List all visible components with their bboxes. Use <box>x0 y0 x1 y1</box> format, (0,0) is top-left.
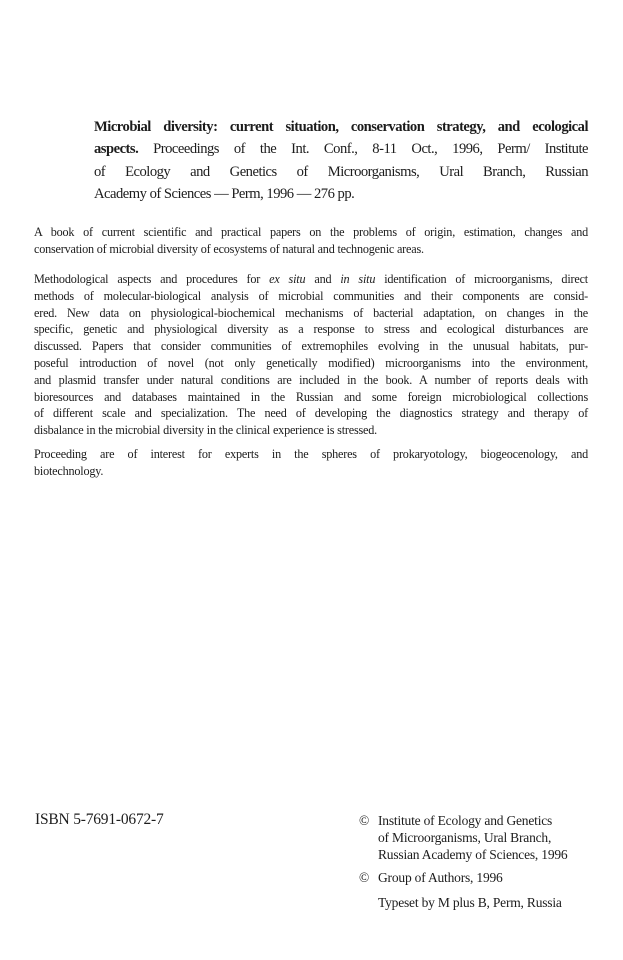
abstract-line: methods of molecular-biological analysis of microbial communities and their components are consid- <box>34 288 588 303</box>
copyright-column <box>359 812 587 911</box>
book-citation <box>94 116 588 205</box>
abstract-line: discussed. Papers that consider communities of extremophiles evolving in the unusual habitats, pur- <box>34 339 588 354</box>
abstract-line: conservation of microbial diversity of ecosystems of natural and technogenic areas. <box>34 241 424 256</box>
citation-regular-segment: Proceedings of the Int. Conf., 8-11 Oct., 1996, Perm/ Institute <box>153 141 588 158</box>
copyright-line: Russian Academy of Sciences, 1996 <box>378 847 568 863</box>
abstract-text-segment: Methodological aspects and procedures for <box>34 272 270 286</box>
abstract-line: of different scale and specialization. The need of developing the diagnostics strategy and therapy of <box>34 406 588 421</box>
abstract-text-segment: and <box>305 272 341 286</box>
citation-bold-segment: aspects. <box>94 141 139 158</box>
isbn-number: ISBN 5-7691-0672-7 <box>35 811 164 828</box>
abstract-line: and plasmid transfer under natural conditions are included in the book. A number of reports deals with <box>34 372 588 387</box>
citation-line-1 <box>94 116 588 138</box>
latin-term-in-situ: in situ <box>340 272 376 286</box>
abstract-line: Proceeding are of interest for experts in the spheres of prokaryotology, biogeocenology, and <box>34 447 588 461</box>
citation-line-2 <box>94 138 588 160</box>
citation-bold-segment: Microbial diversity: current situation, conservation strategy, and ecological <box>94 119 588 135</box>
abstract-line <box>34 271 588 288</box>
copyright-authors-entry <box>359 869 587 886</box>
abstract-paragraph-3 <box>34 446 588 480</box>
copyright-authors-lines <box>378 869 503 886</box>
abstract-line: poseful introduction of novel (not only genetically modified) microorganisms into the environment, <box>34 355 588 370</box>
abstract-line: disbalance in the microbial diversity in the clinical experience is stressed. <box>34 423 377 438</box>
copyright-institute-lines <box>378 812 568 864</box>
copyright-institute-entry <box>359 812 587 864</box>
abstract-line: biotechnology. <box>34 463 104 478</box>
abstract-line: specific, genetic and physiological diversity as a response to stress and ecological disturbances are <box>34 322 588 337</box>
citation-line-3: of Ecology and Genetics of Microorganisms, Ural Branch, Russian <box>94 163 588 180</box>
copyright-icon: © <box>359 869 370 885</box>
typeset-credit: Typeset by M plus B, Perm, Russia <box>378 894 562 910</box>
citation-line-4: Academy of Sciences — Perm, 1996 — 276 pp. <box>94 185 355 202</box>
abstract-paragraph-1 <box>34 224 588 258</box>
copyright-line: Institute of Ecology and Genetics <box>378 813 553 828</box>
abstract-line: bioresources and databases maintained in the Russian and some foreign microbiological collections <box>34 389 588 404</box>
abstract-text-segment: identification of microorganisms, direct <box>375 272 588 286</box>
copyright-line: of Microorganisms, Ural Branch, <box>378 830 552 846</box>
copyright-line: Group of Authors, 1996 <box>378 869 503 885</box>
abstract-line: A book of current scientific and practical papers on the problems of origin, estimation, changes and <box>34 225 588 239</box>
latin-term-ex-situ: ex situ <box>269 272 306 286</box>
abstract-line: ered. New data on physiological-biochemical mechanisms of bacterial adaptation, on changes in the <box>34 305 588 320</box>
abstract-paragraph-2 <box>34 271 588 439</box>
copyright-icon: © <box>359 813 370 828</box>
